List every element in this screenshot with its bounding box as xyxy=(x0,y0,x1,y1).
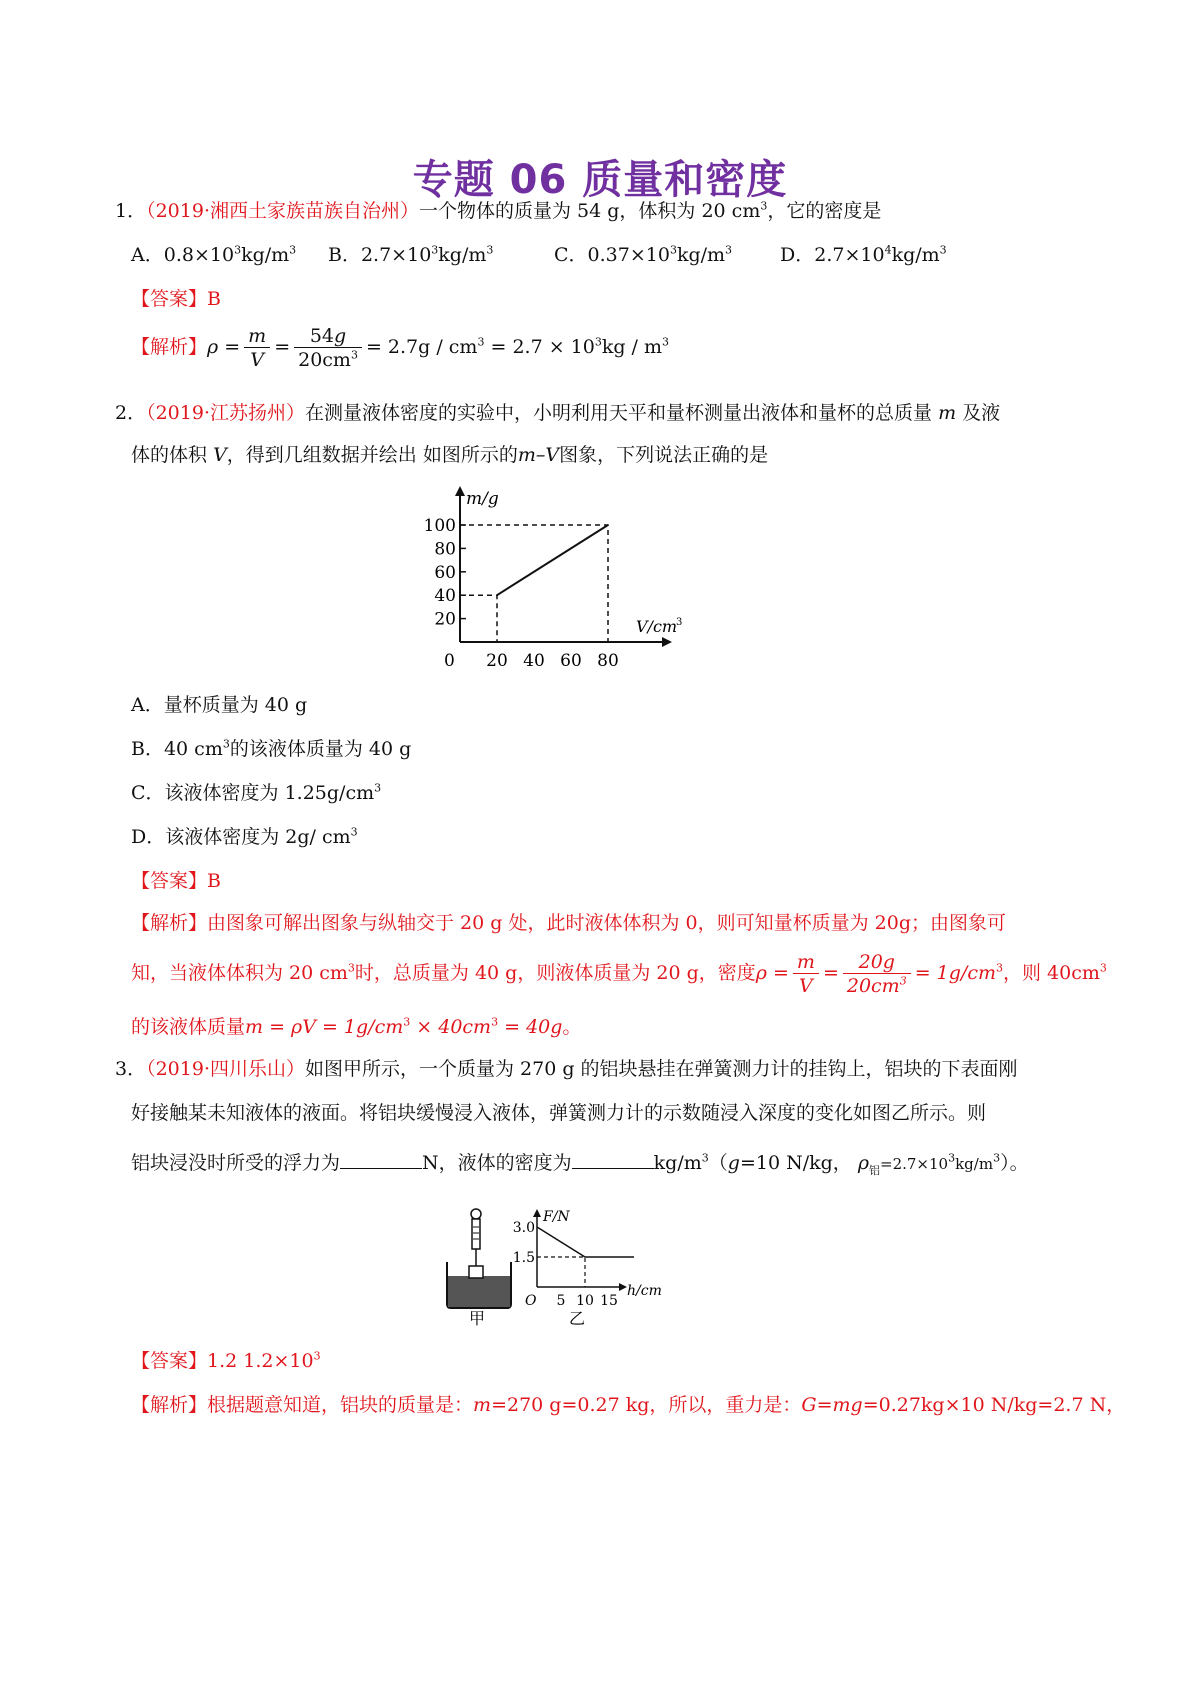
q1-number: 1． xyxy=(115,200,147,222)
q3-ytick-label: 1.5 xyxy=(512,1250,535,1266)
q1-fraction-v: V xyxy=(250,348,265,371)
q1-option-a-unit: kg/m xyxy=(241,244,290,266)
q2-analysis3-sup1: 3 xyxy=(403,1015,411,1029)
q1-stem-sup: 3 xyxy=(760,199,768,213)
q1-option-d xyxy=(780,242,947,268)
q2-analysis3-sup2: 3 xyxy=(491,1015,499,1029)
q2-option-d xyxy=(131,824,358,850)
q2-option-c-sup: 3 xyxy=(374,781,382,795)
q1-answer xyxy=(131,286,221,312)
q3-stem3-rho: ρ xyxy=(857,1152,869,1174)
spring-scale-ring xyxy=(471,1209,481,1219)
q1-option-c-sup1: 3 xyxy=(669,243,677,257)
q2-analysis-line3 xyxy=(131,1014,581,1040)
q2-xtick-label: 80 xyxy=(597,651,619,671)
q3-stem3f: =2.7×10 xyxy=(880,1155,949,1173)
q1-option-d-sup1: 4 xyxy=(884,243,892,257)
q1-formula-result: = 2.7g / cm xyxy=(365,336,478,358)
q2-xtick-label: 40 xyxy=(523,651,545,671)
q2-fraction-den: 20cm xyxy=(846,974,900,997)
q3-y-arrow xyxy=(533,1209,541,1217)
q2-option-b-sup: 3 xyxy=(222,737,230,751)
q1-option-c-label: C． xyxy=(554,244,588,266)
q2-origin: 0 xyxy=(444,651,455,671)
q1-fraction-den: 20cm xyxy=(298,348,351,371)
q3-analysis1-g: G xyxy=(801,1394,817,1416)
q2-ytick-label: 100 xyxy=(423,516,456,536)
q2-ytick-label: 80 xyxy=(434,539,456,560)
q3-stem3c: kg/m xyxy=(653,1152,702,1174)
q2-stem2-v: V xyxy=(213,444,227,466)
q1-fraction-m: m xyxy=(244,325,270,348)
q3-stem3b: N，液体的密度为 xyxy=(422,1152,572,1174)
q3-analysis1: 根据题意知道，铝块的质量是： xyxy=(207,1394,474,1416)
q2-analysis3-formula: m = ρV = 1g/cm xyxy=(245,1016,404,1038)
q2-xtick-label: 20 xyxy=(486,651,508,671)
q2-answer-tag: 【答案】 xyxy=(131,870,208,892)
q2-option-c-text: C．该液体密度为 1.25g/cm xyxy=(131,782,375,804)
q1-source: （2019·湘西土家族苗族自治州） xyxy=(146,200,419,222)
q3-number: 3． xyxy=(115,1058,147,1080)
q3-blank-buoyancy[interactable] xyxy=(340,1150,422,1169)
q3-guide-line xyxy=(537,1257,585,1287)
q2-xlabel: V/cm xyxy=(636,617,678,636)
q3-xlabel: h/cm xyxy=(627,1283,662,1299)
q2-stem-line1 xyxy=(115,400,1000,426)
q3-stem-line2: 好接触某未知液体的液面。将铝块缓慢浸入液体，弹簧测力计的示数随浸入深度的变化如图乙所示。则 xyxy=(131,1102,987,1124)
q1-stem-text: 一个物体的质量为 54 g，体积为 20 cm xyxy=(419,200,761,222)
q1-formula-result3: kg / m xyxy=(601,336,663,358)
q1-option-b xyxy=(328,242,493,268)
q3-analysis1d: =0.27kg×10 N/kg=2.7 N， xyxy=(862,1394,1126,1416)
q2-fraction-mv xyxy=(793,951,819,998)
q3-analysis1-mg: mg xyxy=(832,1394,863,1416)
q2-analysis3-end: = 40g xyxy=(498,1016,563,1038)
q3-stem3a: 铝块浸没时所受的浮力为 xyxy=(131,1152,341,1174)
q2-f-res-sup: 3 xyxy=(995,961,1003,975)
q3-xtick-label: 5 xyxy=(556,1293,566,1309)
q3-xtick-label: 15 xyxy=(600,1293,618,1309)
q3-stem1: 如图甲所示，一个质量为 270 g 的铝块悬挂在弹簧测力计的挂钩上，铝块的下表面刚 xyxy=(305,1058,1018,1080)
q3-analysis xyxy=(131,1392,1125,1418)
q2-option-b-a: B．40 cm xyxy=(131,738,223,760)
q1-fraction-den-sup: 3 xyxy=(350,348,358,362)
q3-stem3g-sup: 3 xyxy=(993,1151,1001,1165)
q2-stem2-a: 体的体积 xyxy=(131,444,208,466)
q2-guide-80-100 xyxy=(460,525,608,642)
q3-fh-chart xyxy=(505,1205,680,1330)
q2-fraction-den-sup: 3 xyxy=(899,974,907,988)
q2-fraction-num: 20g xyxy=(843,951,911,974)
q2-fraction-values xyxy=(843,951,911,998)
q2-stem1-m: m xyxy=(938,402,957,424)
q2-option-b-b: 的该液体质量为 40 g xyxy=(229,738,412,760)
q1-option-b-text: 2.7×10 xyxy=(360,244,432,266)
q1-option-b-label: B． xyxy=(328,244,361,266)
q2-stem2-b: ，得到几组数据并绘出 如图所示的 xyxy=(226,444,518,466)
q1-stem xyxy=(115,198,881,224)
q2-analysis1: 由图象可解出图象与纵轴交于 20 g 处，此时液体体积为 0，则可知量杯质量为 20g；由图象可 xyxy=(207,912,1006,934)
q2-ylabel: m/g xyxy=(466,489,499,509)
q3-ylabel: F/N xyxy=(543,1209,570,1225)
q1-stem-end: ，它的密度是 xyxy=(767,200,882,222)
q2-analysis2c-sup: 3 xyxy=(1099,961,1107,975)
q1-option-b-sup1: 3 xyxy=(431,243,439,257)
q1-fraction-mv xyxy=(244,325,270,372)
q2-analysis2b: 时，总质量为 40 g，则液体质量为 20 g，密度 xyxy=(354,962,756,984)
fig-label-jia: 甲 xyxy=(469,1309,486,1328)
q3-stem3-g: g xyxy=(727,1152,740,1174)
q3-stem3c-sup: 3 xyxy=(701,1151,709,1165)
q2-ticks xyxy=(424,516,619,671)
q2-ytick-label: 20 xyxy=(434,609,456,630)
q1-analysis-tag: 【解析】 xyxy=(131,336,208,358)
q1-option-a-sup2: 3 xyxy=(289,243,297,257)
q1-fraction-g: g xyxy=(334,324,347,347)
q2-option-d-text: D．该液体密度为 2g/ cm xyxy=(131,826,351,848)
q2-mv-chart xyxy=(410,480,710,680)
q1-option-a-sup1: 3 xyxy=(234,243,242,257)
q1-option-a-label: A． xyxy=(131,244,164,266)
q2-source: （2019·江苏扬州） xyxy=(146,402,305,424)
q3-stem3g: kg/m xyxy=(955,1155,994,1173)
q1-formula-rho: ρ = xyxy=(207,336,241,358)
q3-answer2-sup: 3 xyxy=(313,1349,321,1363)
page-title: 专题 06 质量和密度 xyxy=(412,157,788,203)
q1-fraction-values xyxy=(294,325,362,372)
q1-option-a-text: 0.8×10 xyxy=(163,244,235,266)
q3-analysis1c: = xyxy=(816,1394,833,1416)
q2-answer-value: B xyxy=(207,870,221,892)
q3-origin: O xyxy=(525,1293,537,1309)
q3-answer1: 1.2 xyxy=(207,1350,238,1372)
q1-option-d-text: 2.7×10 xyxy=(814,244,885,266)
q1-formula-result3-sup: 3 xyxy=(662,335,670,349)
q3-xtick-label: 10 xyxy=(576,1293,594,1309)
q1-answer-value: B xyxy=(207,288,221,310)
q2-option-d-sup: 3 xyxy=(350,825,358,839)
q1-answer-tag: 【答案】 xyxy=(131,288,208,310)
q2-fraction-v: V xyxy=(799,974,813,997)
q1-analysis xyxy=(131,322,669,372)
q2-xlabel-sup: 3 xyxy=(676,617,683,628)
q1-option-c xyxy=(554,242,732,268)
q1-option-c-text: 0.37×10 xyxy=(587,244,670,266)
q3-stem3h: ）。 xyxy=(1000,1152,1029,1174)
q2-stem1: 在测量液体密度的实验中，小明利用天平和量杯测量出液体和量杯的总质量 xyxy=(305,402,933,424)
q2-analysis-tag: 【解析】 xyxy=(131,912,208,934)
q3-answer-tag: 【答案】 xyxy=(131,1350,208,1372)
q2-y-arrow xyxy=(455,486,465,496)
q3-stem3-rho-sub: 铝 xyxy=(869,1163,880,1177)
q2-option-a: A．量杯质量为 40 g xyxy=(131,694,308,716)
q1-option-d-unit: kg/m xyxy=(891,244,940,266)
q2-f-eq: = xyxy=(822,962,839,984)
q2-data-line xyxy=(497,525,608,595)
q1-formula-result-sup: 3 xyxy=(477,335,485,349)
q2-analysis2a: 知，当液体体积为 20 cm xyxy=(131,962,348,984)
q2-ytick-label: 60 xyxy=(434,562,456,583)
q2-fraction-m: m xyxy=(793,951,819,974)
aluminum-block xyxy=(469,1266,483,1278)
q2-ytick-label: 40 xyxy=(434,586,456,607)
q1-formula-eq: = xyxy=(274,336,291,358)
q2-stem2-c: 图象，下列说法正确的是 xyxy=(559,444,769,466)
spring-scale-body xyxy=(472,1219,480,1249)
q3-ytick-label: 3.0 xyxy=(512,1220,535,1236)
q1-option-c-unit: kg/m xyxy=(676,244,726,266)
q2-x-arrow xyxy=(662,637,672,647)
q2-xtick-label: 60 xyxy=(560,651,582,671)
q1-option-d-label: D． xyxy=(780,244,815,266)
q3-answer xyxy=(131,1348,321,1374)
q3-stem3e: =10 N/kg， xyxy=(739,1152,852,1174)
q2-analysis-line2 xyxy=(131,945,1107,1001)
q2-analysis2-sup: 3 xyxy=(347,961,355,975)
q3-stem3d: （ xyxy=(708,1152,728,1174)
q3-stem3f-sup: 3 xyxy=(948,1151,956,1165)
q2-number: 2． xyxy=(115,402,147,424)
beaker-liquid xyxy=(448,1276,510,1307)
q2-analysis3-period: 。 xyxy=(562,1016,582,1038)
q3-stem-line1 xyxy=(115,1056,1018,1082)
q2-answer xyxy=(131,868,221,894)
q3-answer2: 1.2×10 xyxy=(243,1350,314,1372)
q2-analysis3a: 的该液体质量 xyxy=(131,1016,246,1038)
q3-analysis-tag: 【解析】 xyxy=(131,1394,208,1416)
q3-blank-density[interactable] xyxy=(572,1150,654,1169)
q2-stem-line2 xyxy=(131,442,768,468)
q2-analysis2c: ，则 40cm xyxy=(1002,962,1100,984)
q1-fraction-54: 54 xyxy=(309,324,335,347)
q2-analysis3-mid: × 40cm xyxy=(410,1016,492,1038)
q3-stem-line3 xyxy=(131,1150,1029,1177)
q2-stem1-end: 及液 xyxy=(962,402,1001,424)
q1-option-d-sup2: 3 xyxy=(939,243,947,257)
q2-option-c xyxy=(131,780,381,806)
q3-analysis1-m: m xyxy=(473,1394,492,1416)
q1-formula-result2: = 2.7 × 10 xyxy=(490,336,595,358)
q3-analysis1b: =270 g=0.27 kg，所以，重力是： xyxy=(491,1394,802,1416)
q3-data-line xyxy=(537,1227,634,1257)
q1-option-b-unit: kg/m xyxy=(438,244,487,266)
q2-stem2-mv: m–V xyxy=(517,444,560,466)
q2-option-b xyxy=(131,736,411,762)
q2-analysis-line1 xyxy=(131,910,1006,936)
q2-f-rho: ρ = xyxy=(755,962,789,984)
fig-label-yi: 乙 xyxy=(569,1309,586,1328)
q1-formula-result2-sup: 3 xyxy=(594,335,602,349)
q3-source: （2019·四川乐山） xyxy=(146,1058,305,1080)
q3-x-arrow xyxy=(619,1283,627,1291)
q1-option-a xyxy=(131,242,296,268)
q2-f-res: = 1g/cm xyxy=(914,962,996,984)
q1-option-c-sup2: 3 xyxy=(725,243,733,257)
q1-option-b-sup2: 3 xyxy=(486,243,494,257)
